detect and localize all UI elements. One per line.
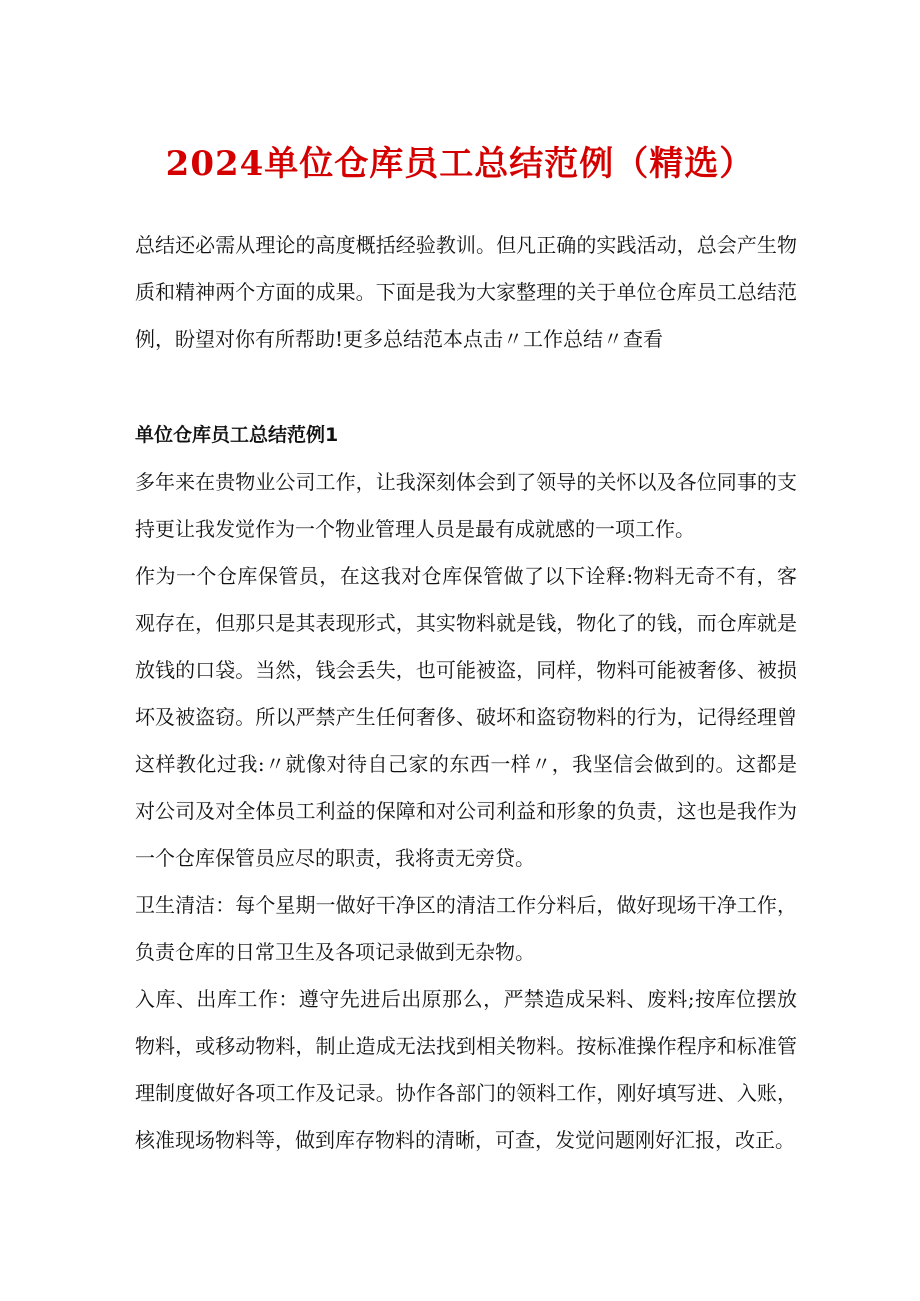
document-title: 2024单位仓库员工总结范例（精选） — [165, 144, 755, 184]
body-paragraph: 入库、出库工作：遵守先进后出原那么，严禁造成呆料、废料;按库位摆放物料，或移动物料，制止造成无法找到相关物料。按标准操作程序和标准管理制度做好各项工作及记录。协作各部门的领料工作，刚好填写进、入账，核准现场物料等，做到库存物料的清晰，可查，发觉问题刚好汇报，改正。 — [135, 987, 797, 1152]
body-paragraph: 作为一个仓库保管员，在这我对仓库保管做了以下诠释:物料无奇不有，客观存在，但那只是其表现形式，其实物料就是钱，物化了的钱，而仓库就是放钱的口袋。当然，钱会丢失，也可能被盗，同样，物料可能被奢侈、被损坏及被盗窃。所以严禁产生任何奢侈、破坏和盗窃物料的行为，记得经理曾这样教化过我:〃就像对待自己家的东西一样〃，我坚信会做到的。这都是对公司及对全体员工利益的保障和对公司利益和形象的负责，这也是我作为一个仓库保管员应尽的职责，我将责无旁贷。 — [135, 564, 797, 870]
body-paragraph: 卫生清洁：每个星期一做好干净区的清洁工作分料后，做好现场干净工作，负责仓库的日常卫生及各项记录做到无杂物。 — [135, 893, 797, 964]
section-body — [135, 459, 797, 1164]
intro-paragraph: 总结还必需从理论的高度概括经验教训。但凡正确的实践活动，总会产生物质和精神两个方面的成果。下面是我为大家整理的关于单位仓库员工总结范例，盼望对你有所帮助!更多总结范本点击〃工作总结〃查看 — [135, 233, 797, 351]
section-heading: 单位仓库员工总结范例1 — [135, 424, 339, 446]
body-paragraph: 多年来在贵物业公司工作，让我深刻体会到了领导的关怀以及各位同事的支持更让我发觉作为一个物业管理人员是最有成就感的一项工作。 — [135, 470, 797, 541]
